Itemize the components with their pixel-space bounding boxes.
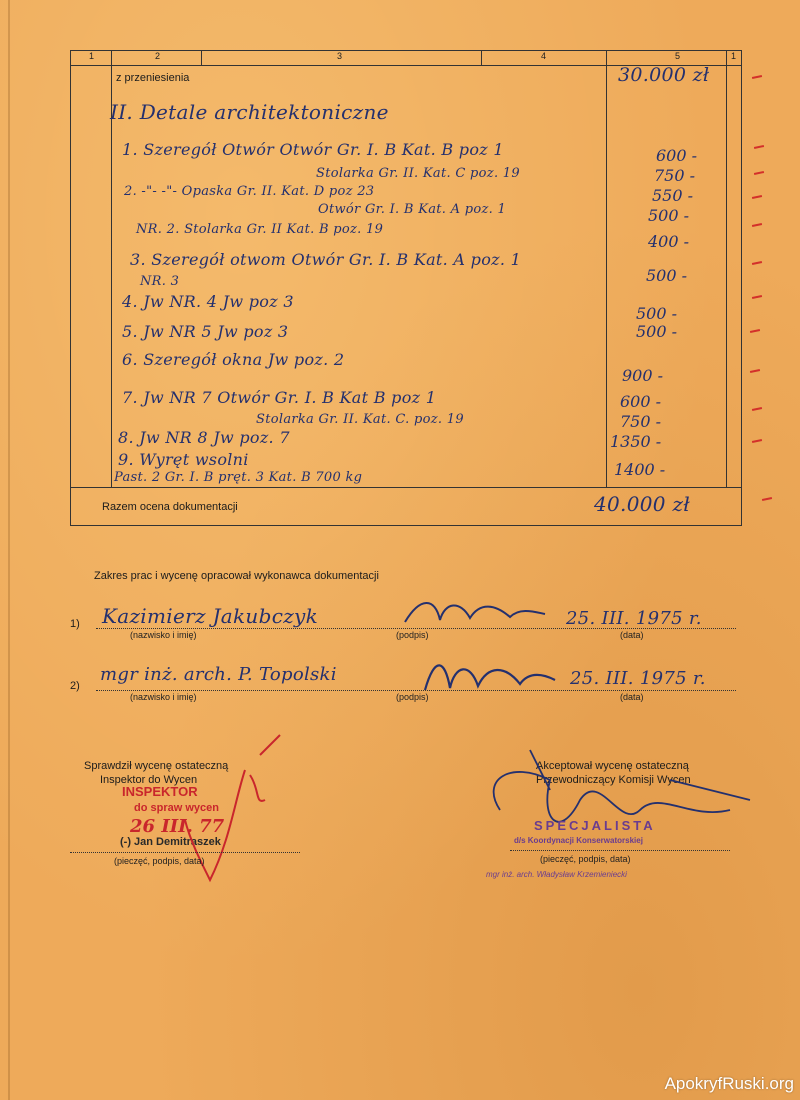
specialist-stamp-title: SPECJALISTA [534, 818, 656, 833]
item-amount: 500 - [646, 266, 688, 285]
item-line: 2. -"- -"- Opaska Gr. II. Kat. D poz 23 [124, 184, 375, 199]
item-line: Stolarka Gr. II. Kat. C. poz. 19 [256, 412, 464, 427]
item-amount: 1350 - [610, 432, 662, 451]
inspector-stamp-title: INSPEKTOR [122, 784, 198, 799]
item-amount: 500 - [636, 304, 678, 323]
verified-dotted-line [70, 852, 300, 853]
preparer-signature [400, 592, 550, 632]
column-number: 4 [541, 51, 547, 61]
preparer-signature [420, 650, 560, 700]
preparer-name: mgr inż. arch. P. Topolski [100, 664, 337, 685]
item-line: 4. Jw NR. 4 Jw poz 3 [122, 292, 294, 311]
inspector-signature [170, 730, 310, 890]
red-check-mark [752, 195, 762, 199]
chairman-signature [470, 740, 760, 850]
prepared-intro: Zakres prac i wycenę opracował wykonawca dokumentacji [94, 570, 379, 582]
carry-label: z przeniesienia [116, 72, 190, 84]
red-check-mark [750, 369, 760, 373]
page-edge-line [8, 0, 10, 1100]
left-column-rule [111, 65, 112, 487]
item-line: 9. Wyręt wsolni [118, 450, 249, 469]
section-title: II. Detale architektoniczne [110, 100, 389, 124]
item-amount: 1400 - [614, 460, 666, 479]
item-line: Past. 2 Gr. I. B pręt. 3 Kat. B 700 kg [114, 470, 363, 485]
accepted-line2: Przewodniczący Komisji Wycen [536, 774, 691, 786]
item-line: 7. Jw NR 7 Otwór Gr. I. B Kat B poz 1 [122, 388, 437, 407]
inspector-stamp-sub: do spraw wycen [134, 802, 219, 814]
carry-amount: 30.000 zł [618, 64, 710, 86]
item-line: 1. Szeregół Otwór Otwór Gr. I. B Kat. B poz 1 [122, 140, 504, 159]
amount-column-rule [606, 65, 607, 487]
red-check-mark [752, 75, 762, 79]
item-line: NR. 2. Stolarka Gr. II Kat. B poz. 19 [136, 222, 384, 237]
item-amount: 750 - [620, 412, 662, 431]
accepted-dotted-line [510, 850, 730, 851]
total-amount: 40.000 zł [594, 492, 691, 516]
specialist-stamp-sub: d/s Koordynacji Konserwatorskiej [514, 836, 643, 845]
red-check-mark [750, 329, 760, 333]
item-line: Otwór Gr. I. B Kat. A poz. 1 [318, 202, 507, 217]
verified-line1: Sprawdził wycenę ostateczną [84, 760, 229, 772]
preparer-name: Kazimierz Jakubczyk [102, 604, 319, 628]
inspector-stamp-date: 26 III. 77 [130, 816, 225, 837]
item-amount: 900 - [622, 366, 664, 385]
column-divider [726, 51, 727, 65]
item-amount: 500 - [648, 206, 690, 225]
accepted-line1: Akceptował wycenę ostateczną [536, 760, 689, 772]
item-amount: 600 - [656, 146, 698, 165]
item-line: NR. 3 [140, 274, 180, 289]
signature-caption: (podpis) [396, 630, 429, 640]
specialist-stamp-name: mgr inż. arch. Władysław Krzemieniecki [486, 870, 627, 879]
item-amount: 400 - [648, 232, 690, 251]
item-line: 5. Jw NR 5 Jw poz 3 [122, 322, 289, 341]
item-line: 3. Szeregół otwom Otwór Gr. I. B Kat. A poz. 1 [130, 250, 522, 269]
column-number: 3 [337, 51, 343, 61]
verified-line2: Inspektor do Wycen [100, 774, 198, 786]
preparer-date: 25. III. 1975 r. [570, 668, 706, 689]
preparer-date: 25. III. 1975 r. [566, 608, 702, 629]
red-check-mark [752, 261, 762, 265]
date-caption: (data) [620, 630, 644, 640]
item-line: Stolarka Gr. II. Kat. C poz. 19 [316, 166, 520, 181]
item-amount: 750 - [654, 166, 696, 185]
date-caption: (data) [620, 692, 644, 702]
total-label: Razem ocena dokumentacji [102, 501, 238, 513]
name-caption: (nazwisko i imię) [130, 692, 197, 702]
verified-caption: (pieczęć, podpis, data) [114, 856, 205, 866]
entry-number: 1) [70, 618, 80, 630]
red-check-mark [754, 171, 764, 175]
item-amount: 600 - [620, 392, 662, 411]
red-check-mark [752, 295, 762, 299]
signature-caption: (podpis) [396, 692, 429, 702]
red-check-mark [762, 497, 772, 501]
accepted-caption: (pieczęć, podpis, data) [540, 854, 631, 864]
item-line: 8. Jw NR 8 Jw poz. 7 [118, 428, 290, 447]
column-divider [201, 51, 202, 65]
column-number: 5 [675, 51, 681, 61]
column-divider [481, 51, 482, 65]
item-line: 6. Szeregół okna Jw poz. 2 [122, 350, 345, 369]
item-amount: 550 - [652, 186, 694, 205]
inspector-stamp-name: (-) Jan Demitraszek [120, 836, 221, 848]
entry-dotted-line [96, 628, 736, 629]
right-column-rule [726, 65, 727, 487]
item-amount: 500 - [636, 322, 678, 341]
red-check-mark [752, 223, 762, 227]
entry-number: 2) [70, 680, 80, 692]
total-row-rule [71, 487, 741, 488]
column-divider [606, 51, 607, 65]
column-divider [111, 51, 112, 65]
column-number: 1 [731, 51, 737, 61]
entry-dotted-line [96, 690, 736, 691]
column-number: 2 [155, 51, 161, 61]
red-check-mark [752, 407, 762, 411]
column-number: 1 [89, 51, 95, 61]
name-caption: (nazwisko i imię) [130, 630, 197, 640]
site-watermark: ApokryfRuski.org [664, 1074, 794, 1093]
red-check-mark [752, 439, 762, 443]
red-check-mark [754, 145, 764, 149]
